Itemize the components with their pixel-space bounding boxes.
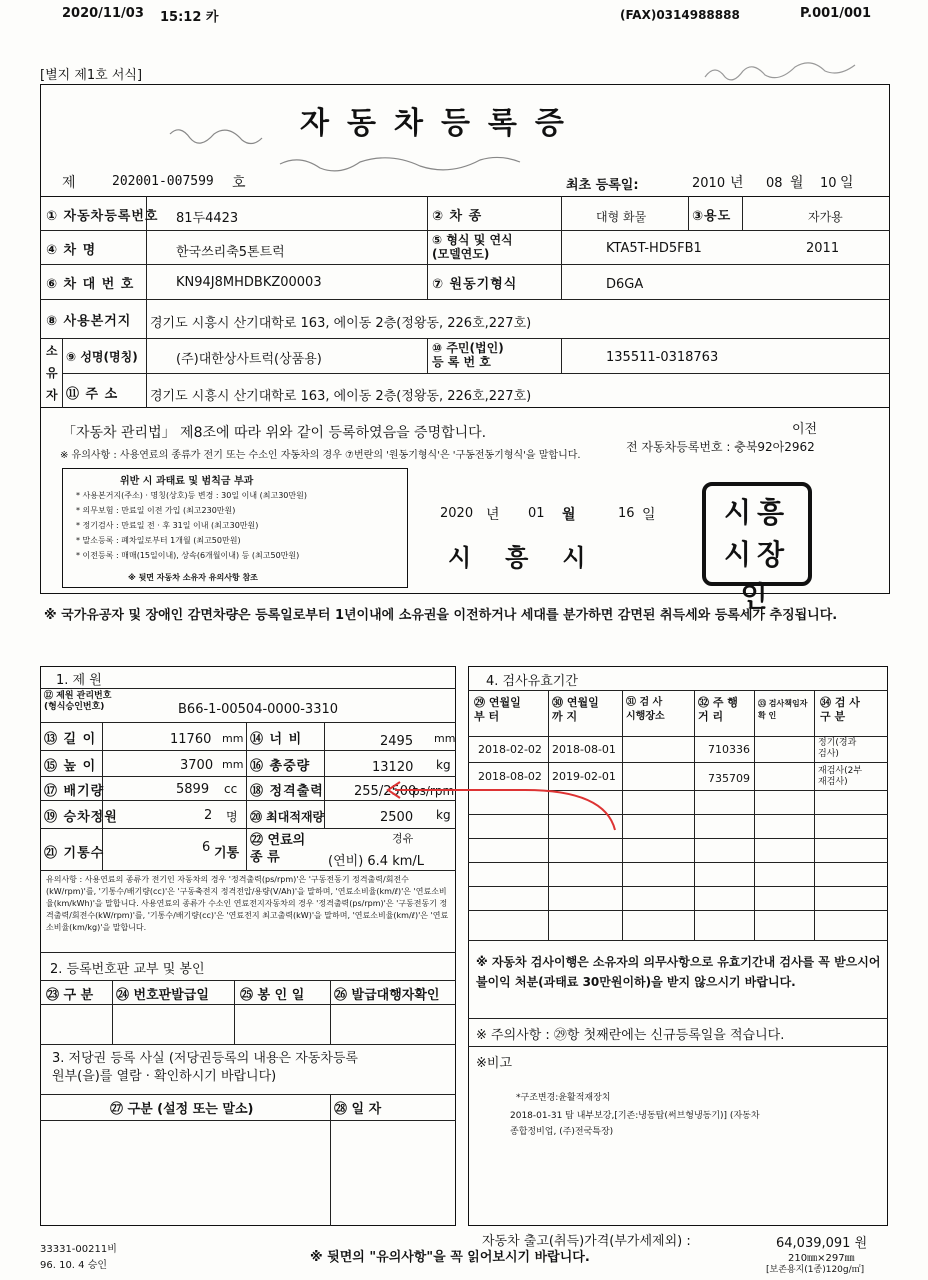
cylinders-unit: 기통 (214, 846, 240, 861)
plate-col-agent: ㉖ 발급대행자확인 (334, 988, 440, 1003)
gross-weight-label: ⑯ 총중량 (250, 759, 311, 774)
mortgage-col-date: ㉘ 일 자 (334, 1102, 382, 1117)
spec-title: 1. 제 원 (56, 673, 102, 688)
remark-label: ※비고 (476, 1056, 513, 1071)
reg-number-value: 81두4423 (176, 211, 239, 226)
owner-label: 소유자 (46, 344, 58, 402)
first-reg-year-unit: 년 (730, 175, 744, 191)
fax-number: (FAX)0314988888 (620, 8, 740, 22)
displacement-unit: cc (224, 782, 238, 796)
first-reg-month-unit: 월 (790, 175, 804, 191)
cert-no-suffix: 호 (232, 175, 246, 191)
form-code: 33331-00211비 (40, 1244, 117, 1255)
fax-page: P.001/001 (800, 6, 872, 21)
fuel-value: 경유 (392, 832, 414, 845)
type-year-label: ⑤ 형식 및 연식 (모델연도) (432, 233, 513, 261)
plate-col-type: ㉓ 구 분 (46, 988, 94, 1003)
issue-year-unit: 년 (486, 507, 500, 523)
spec-note: 유의사항 : 사용연료의 종류가 전기인 자동차의 경우 '정격출력(ps/rpm)'은 '구동전동기 정격출력/회전수(kW/rpm)'를, '기통수/배기량(cc)'은 '구동축전지 정격전압/용량(V/Ah)'을 말하며, '연료소비율(km/ℓ)'은 '연료소비율(km/kWh)'을 말합니다. 사용연료의 종류가 수소인 연료전지자동차의 경우 '정격출력(ps/rpm)'은 '구동전동기 정격출력/회전수(kW/rpm)'를, '기통수/배기량(cc)'은 '연료전지 최고출력(kW)'을 말하며, '연료소비율(km/ℓ)'은 '연료소비율(km/kg)'을 말합니다. (46, 875, 449, 932)
inspection-title: 4. 검사유효기간 (486, 674, 578, 689)
width-value: 2495 (380, 734, 414, 749)
issue-day: 16 (618, 506, 635, 521)
insp-col-place: ㉛ 검 사 시행장소 (626, 697, 665, 722)
engine-type-value: D6GA (606, 277, 644, 292)
owner-address-label: ⑪ 주 소 (66, 387, 119, 402)
owner-address-value: 경기도 시흥시 산기대학로 163, 에이동 2층(정왕동, 226호,227호) (150, 389, 532, 404)
fax-time: 15:12 카 (160, 10, 219, 25)
insp-row-kind: 정기(경과 검사) (818, 738, 857, 759)
insp-row-from: 2018-02-02 (478, 743, 542, 756)
displacement-value: 5899 (176, 782, 210, 797)
inspection-warning: ※ 자동차 검사이행은 소유자의 의무사항으로 유효기간내 검사를 꼭 받으시어 불이익 처분(과태료 30만원이하)을 받지 않으시기 바랍니다. (476, 955, 881, 989)
first-reg-label: 최초 등록일: (566, 178, 639, 193)
cylinders-value: 6 (202, 840, 211, 855)
length-label: ⑬ 길 이 (44, 732, 97, 747)
paper-type: [보존용지(1종)120g/㎡] (766, 1265, 865, 1275)
handwriting-scribble (700, 55, 870, 85)
base-address-label: ⑧ 사용본거지 (46, 314, 132, 329)
first-reg-day: 10 (820, 176, 837, 191)
usage-value: 자가용 (808, 210, 843, 224)
read-notice: ※ 뒷면의 "유의사항"을 꼭 읽어보시기 바랍니다. (310, 1250, 590, 1265)
insp-row-from: 2018-08-02 (478, 770, 542, 783)
gross-weight-unit: kg (436, 758, 451, 772)
remark-line: 2018-01-31 탑 내부보강,[기존:냉동탑(써브형냉동기)] (자동차 (510, 1111, 760, 1121)
transfer-label: 이전 (792, 422, 818, 437)
length-value: 11760 (170, 732, 212, 747)
max-load-value: 2500 (380, 810, 414, 825)
plate-col-seal-date: ㉕ 봉 인 일 (240, 988, 305, 1003)
first-reg-year: 2010 (692, 176, 726, 191)
model-year-value: 2011 (806, 241, 840, 256)
usage-label: ③용도 (692, 209, 732, 224)
mortgage-col-type: ㉗ 구분 (설정 또는 말소) (110, 1102, 254, 1117)
fuel-efficiency: (연비) 6.4 km/L (328, 854, 425, 869)
insp-row-to: 2019-02-01 (552, 770, 616, 783)
mortgage-title: 3. 저당권 등록 사실 (저당권등록의 내용은 자동차등록 원부(을)를 열람 · 확인하시기 바랍니다) (52, 1051, 358, 1084)
penalty-item: * 말소등록 : 폐차일로부터 1개월 (최고50만원) (76, 536, 241, 545)
corp-number-label: ⑩ 주민(법인) 등 록 번 호 (432, 341, 504, 369)
gross-weight-value: 13120 (372, 760, 414, 775)
previous-reg-number: 전 자동차등록번호 : 충북92아2962 (626, 440, 815, 454)
height-value: 3700 (180, 758, 214, 773)
remark-line: 종합정비업, (주)전국특장) (510, 1127, 614, 1137)
insp-col-mileage: ㉜ 주 행 거 리 (698, 696, 738, 723)
height-unit: mm (222, 758, 244, 771)
first-reg-month: 08 (766, 176, 783, 191)
owner-name-label: ⑨ 성명(명칭) (66, 350, 138, 364)
height-label: ⑮ 높 이 (44, 759, 97, 774)
penalty-foot: ※ 뒷면 자동차 소유자 유의사항 참조 (128, 573, 258, 582)
max-load-label: ⑳ 최대적재량 (250, 810, 325, 824)
vin-value: KN94J8MHDBKZ00003 (176, 275, 322, 290)
insp-col-inspector: ㉝ 검사책임자 확 인 (758, 699, 808, 720)
red-arrow-mark (360, 770, 630, 840)
insp-col-to: ㉚ 연월일 까 지 (552, 696, 599, 723)
spec-type-value: B66-1-00504-0000-3310 (178, 702, 339, 717)
penalty-item: * 정기검사 : 만료일 전 · 후 31일 이내 (최고30만원) (76, 521, 259, 530)
spec-type-label: ⑫ 제원 관리번호 (형식승인번호) (44, 691, 112, 712)
insp-col-from: ㉙ 연월일 부 터 (474, 696, 521, 723)
insp-col-kind: ㉞ 검 사 구 분 (820, 696, 860, 723)
engine-type-label: ⑦ 원동기형식 (432, 277, 518, 292)
power-unit: ps/rpm (412, 784, 455, 798)
plate-title: 2. 등록번호판 교부 및 봉인 (50, 962, 205, 977)
penalty-item: * 이전등록 : 매매(15일이내), 상속(6개월이내) 등 (최고50만원) (76, 551, 300, 560)
fax-date: 2020/11/03 (62, 6, 144, 21)
model-name-value: 한국쓰리축5톤트럭 (176, 245, 285, 260)
cert-no-label: 제 (62, 175, 76, 191)
fuel-label: ㉒ 연료의 종 류 (250, 833, 306, 865)
issuing-city: 시흥시 (448, 543, 620, 572)
handwriting-scribble (160, 114, 560, 194)
insp-row-to: 2018-08-01 (552, 743, 616, 756)
vehicle-class-value: 대형 화물 (596, 210, 647, 224)
base-address-value: 경기도 시흥시 산기대학로 163, 에이동 2층(정왕동, 226호,227호) (150, 316, 532, 331)
penalty-item: * 사용본거지(주소) · 명칭(상호)등 변경 : 30일 이내 (최고30만원) (76, 491, 307, 500)
seats-value: 2 (204, 808, 213, 823)
cylinders-label: ㉑ 기통수 (44, 846, 105, 861)
length-unit: mm (222, 732, 244, 745)
cert-no-value: 202001-007599 (112, 174, 214, 189)
form-label: [별지 제1호 서식] (40, 68, 143, 83)
owner-name-value: (주)대한상사트럭(상품용) (176, 352, 322, 367)
seats-unit: 명 (226, 810, 238, 824)
reg-number-label: ① 자동차등록번호 (46, 209, 159, 224)
paper-size: 210㎜×297㎜ (788, 1253, 855, 1264)
remark-line: *구조변경:윤활적재장치 (516, 1093, 611, 1103)
registration-table (40, 196, 890, 408)
price-value: 64,039,091 원 (776, 1236, 868, 1251)
max-load-unit: kg (436, 808, 451, 822)
displacement-label: ⑰ 배기량 (44, 784, 105, 799)
first-reg-day-unit: 일 (840, 175, 854, 191)
width-label: ⑭ 너 비 (250, 732, 303, 747)
insp-row-mileage: 735709 (708, 772, 750, 785)
penalty-title: 위반 시 과태료 및 범칙금 부과 (120, 476, 254, 487)
power-label: ⑱ 정격출력 (250, 784, 324, 799)
issue-month-unit: 월 (562, 507, 576, 523)
type-value: KTA5T-HD5FB1 (606, 241, 702, 256)
seal-text: 시흥시장인 (723, 496, 791, 613)
plate-col-issue-date: ㉔ 번호판발급일 (116, 988, 209, 1003)
seats-label: ⑲ 승차정원 (44, 810, 118, 825)
certify-text: 「자동차 관리법」 제8조에 따라 위와 같이 등록하였음을 증명합니다. (62, 425, 487, 441)
insp-row-kind: 재검사(2부 재검사) (818, 766, 863, 787)
model-name-label: ④ 차 명 (46, 243, 97, 258)
vin-label: ⑥ 차 대 번 호 (46, 277, 135, 292)
document-title: 자동차등록증 (300, 106, 582, 141)
official-seal (702, 482, 812, 613)
note-text: ※ 유의사항 : 사용연료의 종류가 전기 또는 수소인 자동차의 경우 ⑦번란의 '원동기형식'은 '구동전동기형식'을 말합니다. (60, 450, 581, 461)
width-unit: mm (434, 732, 456, 745)
tax-notice: ※ 국가유공자 및 장애인 감면차량은 등록일로부터 1년이내에 소유권을 이전하거나 세대를 분가하면 감면된 취득세와 등록세가 추징됩니다. (44, 608, 838, 623)
price-label: 자동차 출고(취득)가격(부가세제외) : (482, 1234, 691, 1249)
issue-year: 2020 (440, 506, 474, 521)
penalty-item: * 의무보험 : 만료일 이전 가입 (최고230만원) (76, 506, 236, 515)
approval-date: 96. 10. 4 승인 (40, 1260, 108, 1271)
vehicle-class-label: ② 차 종 (432, 209, 483, 224)
issue-month: 01 (528, 506, 545, 521)
issue-day-unit: 일 (642, 507, 656, 523)
corp-number-value: 135511-0318763 (606, 350, 719, 365)
insp-row-mileage: 710336 (708, 743, 750, 756)
inspection-caution: ※ 주의사항 : ㉙항 첫째란에는 신규등록일을 적습니다. (476, 1028, 785, 1043)
power-value: 255/2500 (354, 784, 417, 799)
